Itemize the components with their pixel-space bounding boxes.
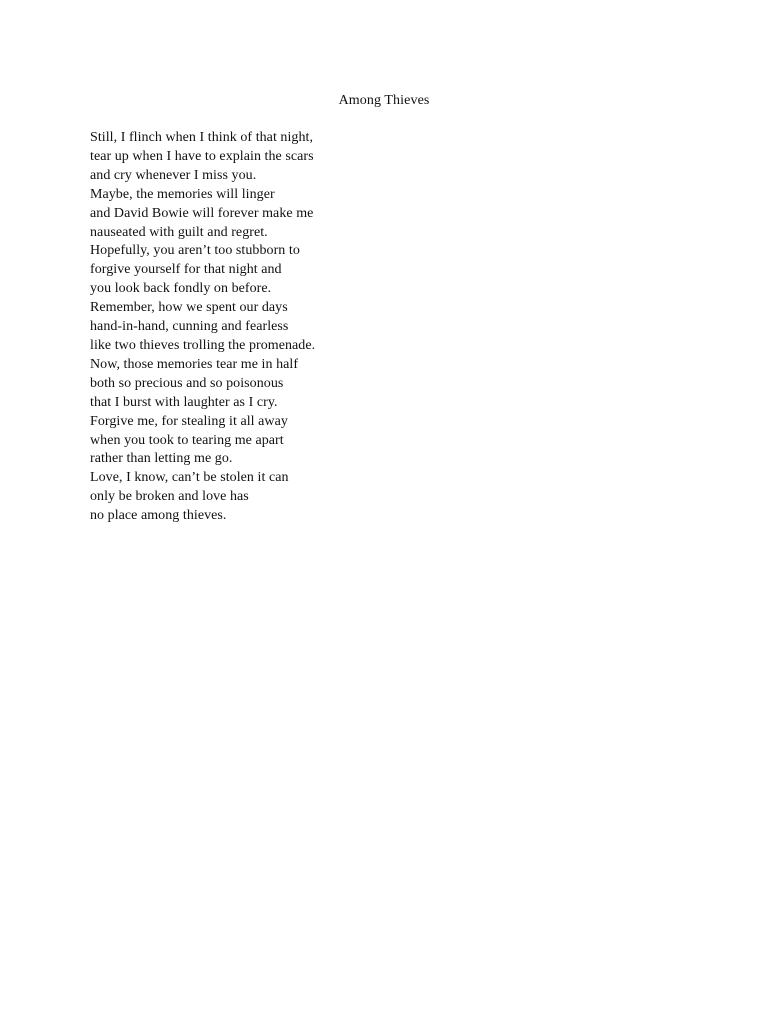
poem-line: that I burst with laughter as I cry. xyxy=(90,394,278,410)
poem-line: and cry whenever I miss you. xyxy=(90,167,257,183)
poem-title: Among Thieves xyxy=(338,93,430,108)
poem-line: Hopefully, you aren’t too stubborn to xyxy=(90,243,300,259)
poem-line: Still, I flinch when I think of that night, xyxy=(90,130,314,145)
poem-line: both so precious and so poisonous xyxy=(90,375,284,391)
poem-line: hand-in-hand, cunning and fearless xyxy=(90,319,289,335)
poem-line: no place among thieves. xyxy=(90,508,227,524)
poem-line: Remember, how we spent our days xyxy=(90,300,288,316)
poem-line: only be broken and love has xyxy=(90,489,249,505)
poem-body xyxy=(90,129,490,526)
poem-line: nauseated with guilt and regret. xyxy=(90,224,268,240)
poem-line: you look back fondly on before. xyxy=(90,281,272,297)
poem-line: when you took to tearing me apart xyxy=(90,432,284,448)
poem-line: like two thieves trolling the promenade. xyxy=(90,337,316,353)
poem-line: Now, those memories tear me in half xyxy=(90,356,299,372)
poem-line: tear up when I have to explain the scars xyxy=(90,148,314,164)
poem-line: Maybe, the memories will linger xyxy=(90,186,275,202)
poem-line: Forgive me, for stealing it all away xyxy=(90,413,288,429)
poem-line: rather than letting me go. xyxy=(90,451,233,467)
poem-line: forgive yourself for that night and xyxy=(90,262,282,278)
poem-line: and David Bowie will forever make me xyxy=(90,205,314,221)
poem-line: Love, I know, can’t be stolen it can xyxy=(90,470,289,486)
